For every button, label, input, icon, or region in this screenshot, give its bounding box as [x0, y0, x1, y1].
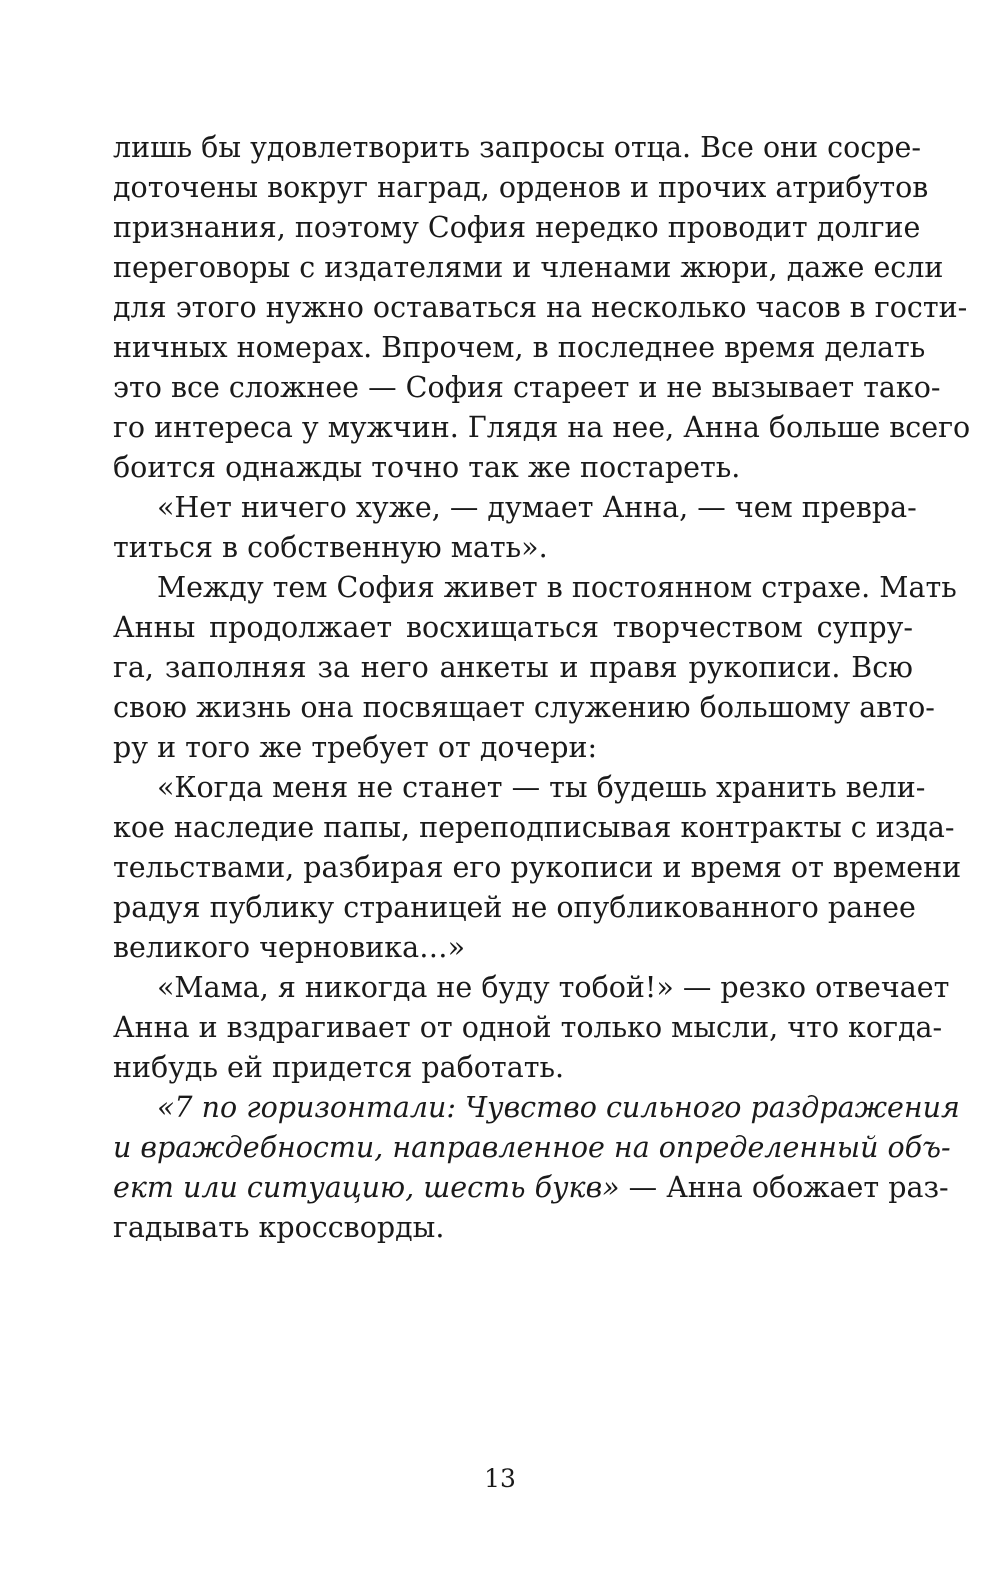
italic-fragment: ект или ситуацию, шесть букв»: [113, 1171, 620, 1204]
text-line: Анны продолжает восхищаться творчеством супру-: [113, 611, 913, 644]
text-line: тельствами, разбирая его рукописи и время от времени: [113, 851, 962, 884]
page-number: 13: [484, 1464, 516, 1493]
text-line: «Когда меня не станет — ты будешь хранить вели-: [157, 771, 926, 804]
text-line: титься в собственную мать».: [113, 531, 548, 564]
text-line: для этого нужно оставаться на несколько часов в гости-: [113, 291, 968, 324]
text-line: «Мама, я никогда не буду тобой!» — резко отвечает: [157, 971, 950, 1004]
text-line: лишь бы удовлетворить запросы отца. Все они сосре-: [113, 131, 921, 164]
text-line: Между тем София живет в постоянном страхе. Мать: [157, 571, 957, 604]
text-line: гадывать кроссворды.: [113, 1211, 445, 1244]
text-line: великого черновика…»: [113, 931, 466, 964]
text-line: боится однажды точно так же постареть.: [113, 451, 741, 484]
text-line-mixed: [113, 1168, 949, 1208]
text-line: го интереса у мужчин. Глядя на нее, Анна больше всего: [113, 411, 971, 444]
roman-fragment: — Анна обожает раз-: [619, 1171, 949, 1204]
text-line: радуя публику страницей не опубликованного ранее: [113, 891, 916, 924]
text-line: свою жизнь она посвящает служению большому авто-: [113, 691, 935, 724]
text-line: «Нет ничего хуже, — думает Анна, — чем превра-: [157, 491, 917, 524]
text-line: га, заполняя за него анкеты и правя рукописи. Всю: [113, 651, 913, 684]
text-line: нибудь ей придется работать.: [113, 1051, 565, 1084]
text-line: доточены вокруг наград, орденов и прочих атрибутов: [113, 171, 929, 204]
page-body-text: [113, 128, 971, 1248]
text-line-italic: и враждебности, направленное на определенный объ-: [113, 1131, 951, 1164]
text-line: переговоры с издателями и членами жюри, даже если: [113, 251, 944, 284]
text-line: ру и того же требует от дочери:: [113, 731, 598, 764]
text-line-italic: «7 по горизонтали: Чувство сильного раздражения: [157, 1091, 960, 1124]
text-line: Анна и вздрагивает от одной только мысли, что когда-: [113, 1011, 943, 1044]
text-line: это все сложнее — София стареет и не вызывает тако-: [113, 371, 941, 404]
text-line: кое наследие папы, переподписывая контракты с изда-: [113, 811, 955, 844]
text-line: ничных номерах. Впрочем, в последнее время делать: [113, 331, 926, 364]
text-line: признания, поэтому София нередко проводит долгие: [113, 211, 921, 244]
